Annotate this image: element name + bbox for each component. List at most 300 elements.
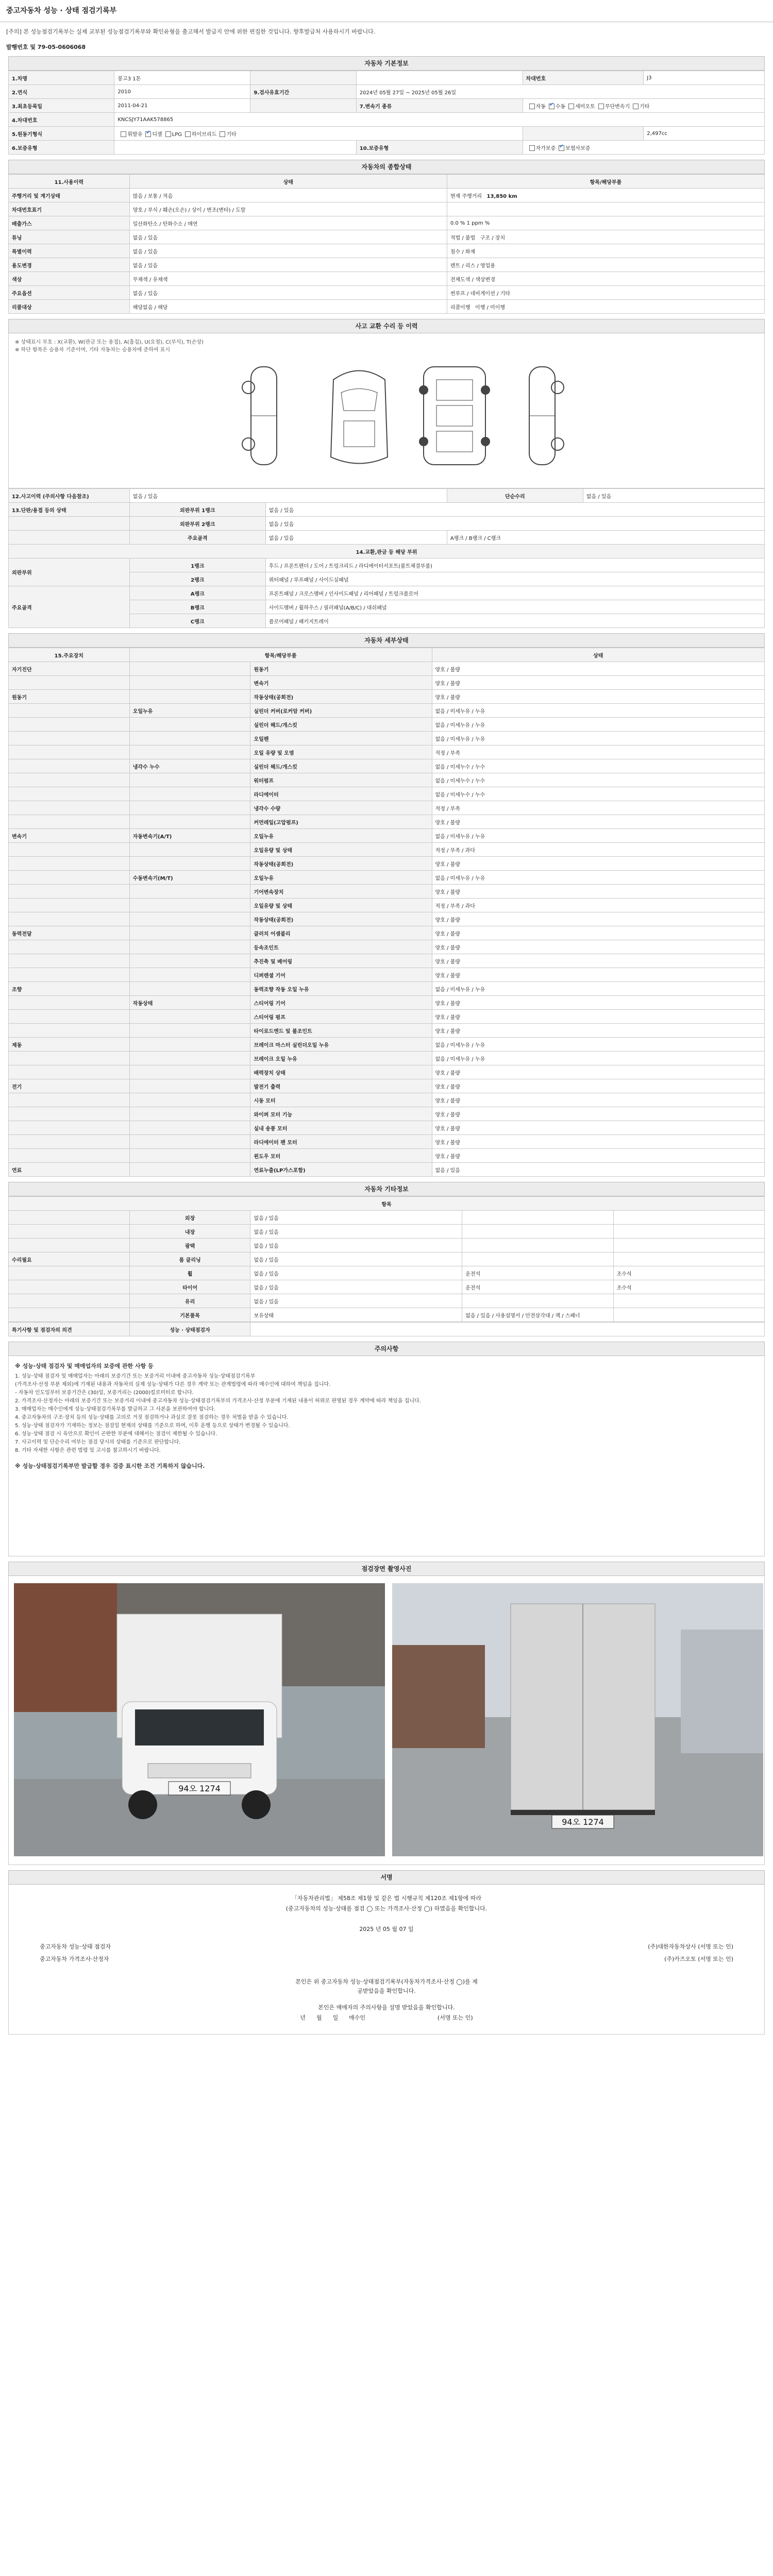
- item-label: 윈도우 모터: [250, 1149, 432, 1163]
- opinion-label: 특기사항 및 점검자의 의견: [9, 1323, 130, 1336]
- checkbox[interactable]: [165, 131, 171, 137]
- row-label: 튜닝: [9, 230, 130, 244]
- label-car-name: 1.차명: [9, 71, 114, 85]
- label-frame-parts: 주요골격: [9, 586, 130, 628]
- item-state: 양호 / 불량: [432, 1065, 764, 1079]
- rank-label: B랭크: [129, 600, 265, 614]
- detail-table: [8, 648, 765, 1177]
- subgroup-label: [129, 1093, 250, 1107]
- item-label: 오일누유: [250, 829, 432, 843]
- table-row: [9, 1294, 765, 1308]
- checkbox-checked[interactable]: [559, 145, 564, 151]
- opinion-value: [250, 1323, 765, 1336]
- detail-heading: 자동차 세부상태: [8, 633, 765, 648]
- car-diagram: [8, 333, 765, 488]
- group-label: [9, 1308, 130, 1322]
- item-value: [613, 1294, 764, 1308]
- subgroup-label: [129, 1079, 250, 1093]
- item-label: 냉각수 수량: [250, 801, 432, 815]
- row-detail: 전체도색 / 색상변경: [447, 272, 764, 286]
- subgroup-label: 작동상태: [129, 996, 250, 1010]
- table-row: [9, 1323, 765, 1336]
- label-first-registration: 3.최초등록일: [9, 99, 114, 113]
- item-label: 광택: [129, 1239, 250, 1252]
- subgroup-label: [129, 690, 250, 704]
- table-row: [9, 286, 765, 300]
- label-simple-repair: 단순수리: [447, 489, 583, 503]
- table-row: [9, 968, 765, 982]
- label-blank: [250, 71, 356, 85]
- item-state: 없음 / 있음: [432, 1163, 764, 1177]
- row-label: 배출가스: [9, 216, 130, 230]
- note-line: 5. 성능·상태 점검자가 기재하는 정보는 점검일 현재의 상태를 기준으로 하며, 이후 운행 등으로 상태가 변경될 수 있습니다.: [15, 1423, 290, 1429]
- item-value: [462, 1239, 613, 1252]
- group-label: [9, 940, 130, 954]
- group-label: [9, 1065, 130, 1079]
- label-inspection-period: 9.검사유효기간: [250, 85, 356, 99]
- item-label: 오일유량 및 상태: [250, 843, 432, 857]
- group-label: [9, 676, 130, 690]
- table-row: [9, 1065, 765, 1079]
- item-state: 없음 / 미세누유 / 누유: [432, 982, 764, 996]
- item-value: 없음 / 있음 / 사용설명서 / 안전삼각대 / 잭 / 스패너: [462, 1308, 613, 1322]
- subgroup-label: [129, 968, 250, 982]
- table-row: [9, 141, 765, 155]
- subgroup-label: [129, 1065, 250, 1079]
- col-header: 15.주요장치: [9, 648, 130, 662]
- table-row: [9, 885, 765, 899]
- item-state: 양호 / 불량: [432, 676, 764, 690]
- table-row: [9, 982, 765, 996]
- subgroup-label: [129, 815, 250, 829]
- item-value: 없음 / 있음: [250, 1225, 462, 1239]
- table-row: [9, 531, 765, 545]
- item-state: 양호 / 불량: [432, 1024, 764, 1038]
- subgroup-label: [129, 857, 250, 871]
- item-value: 보유상태: [250, 1308, 462, 1322]
- row-detail: [447, 230, 764, 244]
- table-row: [9, 1093, 765, 1107]
- item-label: 등속조인트: [250, 940, 432, 954]
- table-row: [9, 1038, 765, 1052]
- basic-info-table: [8, 71, 765, 155]
- photos-heading: 점검장면 촬영사진: [8, 1562, 765, 1576]
- notes-box: [8, 1356, 765, 1556]
- table-row: [9, 745, 765, 759]
- row-label: 주요옵션: [9, 286, 130, 300]
- item-state: 양호 / 불량: [432, 996, 764, 1010]
- subgroup-label: [129, 1107, 250, 1121]
- col-header: 상태: [129, 175, 447, 189]
- item-label: 스티어링 기어: [250, 996, 432, 1010]
- row-state: 무채색 / 유채색: [129, 272, 447, 286]
- group-label: 전기: [9, 1079, 130, 1093]
- checkbox[interactable]: [121, 131, 126, 137]
- other-info-heading: 자동차 기타정보: [8, 1182, 765, 1196]
- group-label: [9, 745, 130, 759]
- table-row: [9, 1163, 765, 1177]
- table-row: [9, 704, 765, 718]
- item-state: 없음 / 미세누수 / 누수: [432, 787, 764, 801]
- col-header: 항목/해당부품: [447, 175, 764, 189]
- subgroup-label: [129, 1024, 250, 1038]
- group-label: [9, 801, 130, 815]
- note-line: - 자동차 인도일부터 보증기간은 (30)일, 보증거리는 (2000)킬로미터로 합니다.: [15, 1390, 194, 1396]
- checkbox[interactable]: [568, 104, 574, 109]
- value-blank: [356, 71, 523, 85]
- item-label: 커먼레일(고압펌프): [250, 815, 432, 829]
- table-row: [9, 272, 765, 286]
- item-state: 양호 / 불량: [432, 1079, 764, 1093]
- label-panel-state: 13.단판/용접 등의 상태: [9, 503, 130, 517]
- notes-subheading: ※ 성능·상태점검기록부만 발급할 경우 검증 표시한 조건 기록하지 않습니다.: [15, 1463, 205, 1469]
- item-state: 없음 / 미세누유 / 누유: [432, 871, 764, 885]
- item-state: 적정 / 부족: [432, 801, 764, 815]
- item-label: 기본품목: [129, 1308, 250, 1322]
- table-row: [9, 113, 765, 127]
- item-label: 브레이크 마스터 실린더오일 누유: [250, 1038, 432, 1052]
- label-vin: 4.차대번호: [9, 113, 114, 127]
- table-row: [9, 899, 765, 912]
- row-detail: [447, 300, 764, 314]
- subgroup-label: [129, 1149, 250, 1163]
- inspector-name: (주)대한자동차상사 (서명 또는 인): [648, 1943, 733, 1950]
- table-row: [9, 216, 765, 230]
- table-row: [9, 912, 765, 926]
- table-row: [9, 996, 765, 1010]
- table-row: [9, 1280, 765, 1294]
- group-label: [9, 815, 130, 829]
- subgroup-label: [129, 1135, 250, 1149]
- signature-heading: 서명: [8, 1870, 765, 1885]
- rank-parts: 프론트패널 / 크로스멤버 / 인사이드패널 / 리어패널 / 트렁크플로어: [265, 586, 764, 600]
- group-label: 연료: [9, 1163, 130, 1177]
- overall-table: [8, 174, 765, 314]
- item-state: 양호 / 불량: [432, 1149, 764, 1163]
- note-line: 6. 성능·상태 점검 시 육안으로 확인이 곤란한 부분에 대해서는 점검이 제한될 수 있습니다.: [15, 1431, 217, 1437]
- item-state: 양호 / 불량: [432, 1107, 764, 1121]
- group-label: [9, 773, 130, 787]
- subgroup-label: [129, 1010, 250, 1024]
- table-row: [9, 773, 765, 787]
- table-row: [9, 1121, 765, 1135]
- car-top-icon: [323, 364, 395, 467]
- table-row: [9, 662, 765, 676]
- group-label: [9, 1280, 130, 1294]
- table-row: [9, 1225, 765, 1239]
- note-line: 4. 중고자동차의 구조·장치 등의 성능·상태를 고의로 거짓 점검하거나 과실로 잘못 점검하는 경우 처벌을 받을 수 있습니다.: [15, 1415, 289, 1420]
- table-row: [9, 926, 765, 940]
- subgroup-label: [129, 676, 250, 690]
- item-state: 없음 / 미세누유 / 누유: [432, 1038, 764, 1052]
- rank-parts: 후드 / 프론트펜더 / 도어 / 트렁크리드 / 라디에이터서포트(볼트체결부품): [265, 558, 764, 572]
- group-label: [9, 871, 130, 885]
- group-label: [9, 1024, 130, 1038]
- notes-subheading: ※ 성능·상태 점검자 및 매매업자의 보증에 관한 사항 등: [15, 1363, 154, 1369]
- checkbox[interactable]: [633, 104, 638, 109]
- item-label: 내장: [129, 1225, 250, 1239]
- inspector-label: 중고자동차 성능·상태 점검자: [40, 1943, 111, 1950]
- row-detail: 0.0 % 1 ppm %: [447, 216, 764, 230]
- checkbox[interactable]: [185, 131, 191, 137]
- subgroup-label: [129, 718, 250, 732]
- group-label: [9, 1149, 130, 1163]
- group-label: [9, 1266, 130, 1280]
- group-label: [9, 899, 130, 912]
- subgroup-label: [129, 801, 250, 815]
- truck-rear-photo: [392, 1583, 763, 1856]
- item-label: 오일유량 및 상태: [250, 899, 432, 912]
- group-label: [9, 1294, 130, 1308]
- form-body: [8, 56, 765, 2035]
- group-label: [9, 1107, 130, 1121]
- car-left-side-icon: [236, 364, 292, 467]
- table-row: [9, 300, 765, 314]
- item-label: 디퍼렌셜 기어: [250, 968, 432, 982]
- item-value: 운전석: [462, 1280, 613, 1294]
- note-line: (가격조사·산정 부분 제외)에 기재된 내용과 자동차의 실제 성능·상태가 다른 경우 계약 또는 관계법령에 따라 매수인에 대하여 책임을 집니다.: [15, 1382, 331, 1387]
- item-label: 실린더 헤드/개스킷: [250, 759, 432, 773]
- row-state: 없음 / 있음: [129, 230, 447, 244]
- item-label: 유리: [129, 1294, 250, 1308]
- group-label: [9, 1093, 130, 1107]
- table-row: [9, 1010, 765, 1024]
- legend-line: ※ 상태표시 부호 : X(교환), W(판금 또는 용접), A(흠집), U(요철), C(부식), T(손상): [15, 340, 204, 345]
- subgroup-label: [129, 940, 250, 954]
- subgroup-label: [129, 954, 250, 968]
- item-value: 운전석: [462, 1266, 613, 1280]
- sign-date: 2025 년 05 월 07 일: [359, 1926, 414, 1933]
- group-label: [9, 885, 130, 899]
- subgroup-label: 수동변속기(M/T): [129, 871, 250, 885]
- legend-line: ※ 하단 항목은 승용차 기준이며, 기타 자동차는 승용차에 준하여 표시: [15, 347, 170, 353]
- rank-parts: 사이드멤버 / 휠하우스 / 필러패널(A/B/C) / 대쉬패널: [265, 600, 764, 614]
- checkbox[interactable]: [529, 145, 535, 151]
- accident-diagram-heading: 사고 교환 수리 등 이력: [8, 319, 765, 333]
- sign-text: 「자동차관리법」 제58조 제1항 및 같은 법 시행규칙 제120조 제1항에 따라: [291, 1895, 482, 1902]
- detail-value: 리콜이행: [450, 304, 470, 311]
- value-warranty-blank: [114, 141, 356, 155]
- truck-front-photo: [14, 1583, 385, 1856]
- parts-subheading: 14.교환,판금 등 해당 부위: [9, 545, 765, 558]
- label-transmission: 7.변속기 종류: [356, 99, 523, 113]
- item-label: 작동상태(공회전): [250, 857, 432, 871]
- note-line: 1. 성능·상태 점검자 및 매매업자는 아래의 보증기간 또는 보증거리 이내에 중고자동차 성능·상태점검기록부: [15, 1374, 256, 1379]
- group-label: [9, 704, 130, 718]
- item-state: 양호 / 불량: [432, 815, 764, 829]
- table-row: [9, 1149, 765, 1163]
- rank-label: A랭크: [129, 586, 265, 600]
- row-label: 특별이력: [9, 244, 130, 258]
- value-fuel: 휘발유✔ 디젤 LPG 하이브리드 기타: [114, 127, 523, 141]
- detail-value: 적법 / 불법: [450, 235, 476, 241]
- photos-box: [8, 1576, 765, 1865]
- subgroup-label: [129, 926, 250, 940]
- label-outer-parts: 외판부위: [9, 558, 130, 586]
- group-label: [9, 1135, 130, 1149]
- item-state: 없음 / 미세누수 / 누수: [432, 773, 764, 787]
- item-state: 없음 / 미세누수 / 누수: [432, 759, 764, 773]
- note-line: 7. 사고이력 및 단순수리 여부는 점검 당시의 상태를 기준으로 판단합니다.: [15, 1439, 181, 1445]
- note-line: 8. 기타 자세한 사항은 관련 법령 및 고시를 참고하시기 바랍니다.: [15, 1448, 161, 1453]
- group-label: [9, 912, 130, 926]
- item-label: 발전기 출력: [250, 1079, 432, 1093]
- group-label: [9, 954, 130, 968]
- group-label: [9, 996, 130, 1010]
- checkbox[interactable]: [220, 131, 225, 137]
- value-outer-2: 없음 / 있음: [265, 517, 764, 531]
- row-label: 리콜대상: [9, 300, 130, 314]
- label-blank-2: [250, 99, 356, 113]
- item-value: [462, 1294, 613, 1308]
- group-label: 동력전달: [9, 926, 130, 940]
- item-value: [613, 1252, 764, 1266]
- row-detail: 침수 / 화재: [447, 244, 764, 258]
- value-accident: 없음 / 있음: [129, 489, 447, 503]
- item-value: 조수석: [613, 1266, 764, 1280]
- item-label: 오일누유: [250, 871, 432, 885]
- note-line: 2. 가격조사·산정자는 아래의 보증기간 또는 보증거리 이내에 중고자동차 성능·상태점검기록부의 가격조사·산정 부분에 기재된 내용이 허위로 판명된 경우 계약에 따라 책임을 집니다.: [15, 1398, 421, 1404]
- table-row: [9, 558, 765, 572]
- table-row: [9, 1308, 765, 1322]
- table-row: [9, 954, 765, 968]
- item-state: 양호 / 불량: [432, 912, 764, 926]
- table-row: [9, 258, 765, 272]
- checkbox-checked[interactable]: [145, 131, 151, 137]
- item-label: 실린더 커버(로커암 커버): [250, 704, 432, 718]
- table-row: [9, 99, 765, 113]
- value-warranty-type: 자가보증✔ 보험사보증: [523, 141, 764, 155]
- item-label: 원동기: [250, 662, 432, 676]
- table-row: [9, 1252, 765, 1266]
- col-header: 항목: [9, 1197, 765, 1211]
- car-frame-icon: [416, 364, 493, 467]
- subgroup-label: 오일누유: [129, 704, 250, 718]
- item-label: 오일 유량 및 오염: [250, 745, 432, 759]
- table-row: [9, 648, 765, 662]
- item-label: 브레이크 오일 누유: [250, 1052, 432, 1065]
- overall-heading: 자동차의 종합상태: [8, 160, 765, 174]
- label-blank: [9, 531, 130, 545]
- label-accident: 12.사고이력 (주의사항 다음참조): [9, 489, 130, 503]
- group-label: [9, 1225, 130, 1239]
- table-row: [9, 517, 765, 531]
- item-state: 양호 / 불량: [432, 857, 764, 871]
- item-label: 워터펌프: [250, 773, 432, 787]
- group-label: [9, 1121, 130, 1135]
- item-value: 조수석: [613, 1280, 764, 1294]
- subgroup-label: [129, 787, 250, 801]
- table-row: [9, 871, 765, 885]
- detail-label: 현재 주행거리: [450, 193, 482, 199]
- item-label: 작동상태(공회전): [250, 912, 432, 926]
- table-row: [9, 1211, 765, 1225]
- table-row: [9, 940, 765, 954]
- rank-parts: 플로어패널 / 패키지트레이: [265, 614, 764, 628]
- item-state: 적정 / 부족 / 과다: [432, 899, 764, 912]
- row-label: 주행거리 및 계기상태: [9, 189, 130, 202]
- group-label: [9, 968, 130, 982]
- item-label: 오일팬: [250, 732, 432, 745]
- checkbox[interactable]: [529, 104, 535, 109]
- sign-text: 공받았음을 확인합니다.: [357, 1988, 416, 1994]
- table-row: [9, 843, 765, 857]
- item-label: 라디에이터: [250, 787, 432, 801]
- item-label: 실내 송풍 모터: [250, 1121, 432, 1135]
- row-state: 일산화탄소 / 탄화수소 / 매연: [129, 216, 447, 230]
- label-outer-2: 외판부위 2랭크: [129, 517, 265, 531]
- item-label: 클러치 어셈블리: [250, 926, 432, 940]
- table-row: [9, 829, 765, 843]
- item-label: 와이퍼 모터 기능: [250, 1107, 432, 1121]
- item-label: 작동상태(공회전): [250, 690, 432, 704]
- item-state: 없음 / 미세누유 / 누유: [432, 718, 764, 732]
- checkbox[interactable]: [598, 104, 604, 109]
- row-detail: 썬루프 / 네비게이션 / 기타: [447, 286, 764, 300]
- value-inspection-period: 2024년 05월 27일 ~ 2025년 05월 26일: [356, 85, 764, 99]
- value-first-registration: 2011-04-21: [114, 99, 250, 113]
- subgroup-label: [129, 1052, 250, 1065]
- table-row: [9, 1079, 765, 1093]
- table-row: [9, 1107, 765, 1121]
- table-row: [9, 1197, 765, 1211]
- row-state: 없음 / 있음: [129, 286, 447, 300]
- value-frame-rank: A랭크 / B랭크 / C랭크: [447, 531, 764, 545]
- table-row: [9, 732, 765, 745]
- subgroup-label: 자동변속기(A/T): [129, 829, 250, 843]
- table-row: [9, 857, 765, 871]
- label-frame: 주요골격: [129, 531, 265, 545]
- notice-text: [주의] 본 성능점검기록부는 실제 교부된 성능점검기록부와 확인유형을 출고해서 발급지 안에 위한 편집한 것입니다. 향후발급처 사용하시기 바랍니다.: [6, 28, 376, 35]
- label-blank: [9, 517, 130, 531]
- item-value: 없음 / 있음: [250, 1280, 462, 1294]
- table-row: [9, 1052, 765, 1065]
- item-state: 없음 / 미세누유 / 누유: [432, 704, 764, 718]
- item-state: 없음 / 미세누유 / 누유: [432, 732, 764, 745]
- value-displacement: 2,497cc: [644, 127, 765, 141]
- label-fuel: 5.원동기형식: [9, 127, 114, 141]
- note-line: 3. 매매업자는 매수인에게 성능·상태점검기록부를 발급하고 그 사본을 보관하여야 합니다.: [15, 1406, 216, 1412]
- pricer-name: (주)카즈오토 (서명 또는 인): [664, 1956, 733, 1962]
- group-label: [9, 1010, 130, 1024]
- notes-heading: 주의사항: [8, 1342, 765, 1356]
- label-outer-1: 외판부위 1랭크: [129, 503, 265, 517]
- row-state: 해당없음 / 해당: [129, 300, 447, 314]
- item-state: 적정 / 부족 / 과다: [432, 843, 764, 857]
- group-label: 제동: [9, 1038, 130, 1052]
- group-label: 수리필요: [9, 1252, 130, 1266]
- item-value: [462, 1252, 613, 1266]
- diagram-legend: [15, 337, 204, 353]
- group-label: [9, 843, 130, 857]
- label-chassis: 차대번호: [523, 71, 644, 85]
- item-state: 없음 / 미세누유 / 누유: [432, 829, 764, 843]
- detail-extra: 구조 / 장치: [480, 235, 506, 241]
- table-row: [9, 1239, 765, 1252]
- subgroup-label: [129, 773, 250, 787]
- item-label: 라디에이터 팬 모터: [250, 1135, 432, 1149]
- checkbox-checked[interactable]: [549, 104, 554, 109]
- label-displacement: [523, 127, 644, 141]
- subgroup-label: [129, 899, 250, 912]
- subgroup-label: 냉각수 누수: [129, 759, 250, 773]
- basic-info-heading: 자동차 기본정보: [8, 56, 765, 71]
- item-label: 추진축 및 베어링: [250, 954, 432, 968]
- item-value: 없음 / 있음: [250, 1252, 462, 1266]
- item-value: 없음 / 있음: [250, 1266, 462, 1280]
- subgroup-label: [129, 1038, 250, 1052]
- item-state: 양호 / 불량: [432, 662, 764, 676]
